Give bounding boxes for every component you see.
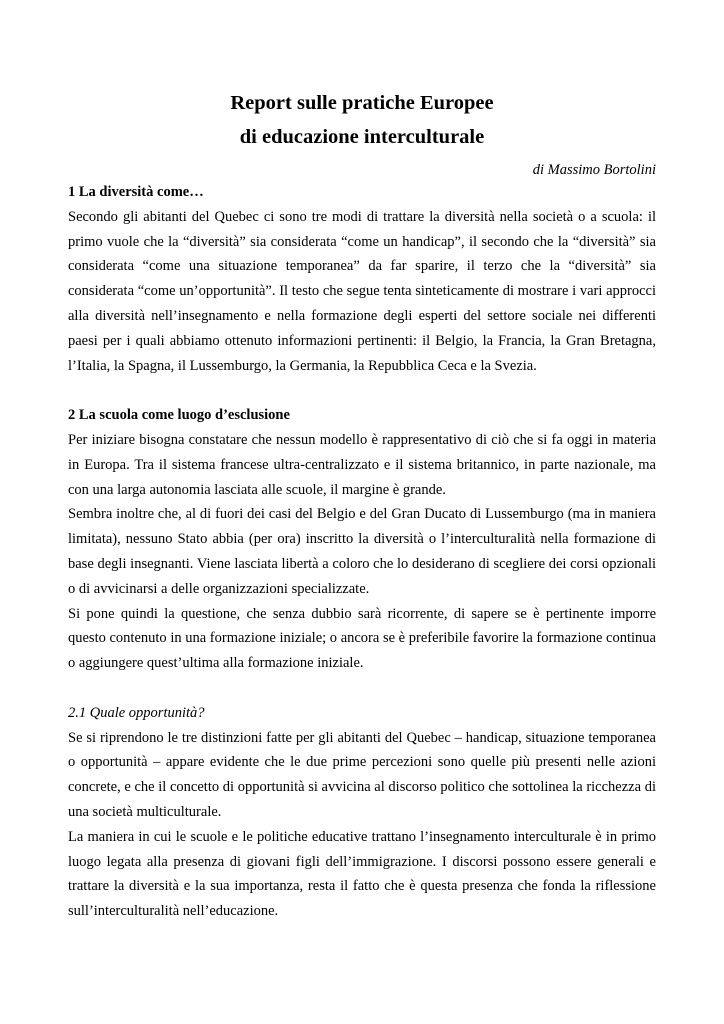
section-1-heading: 1 La diversità come… (68, 184, 204, 200)
document-author: di Massimo Bortolini (532, 162, 656, 178)
section-2-1-heading: 2.1 Quale opportunità? (68, 704, 205, 721)
document-page (68, 86, 656, 924)
document-title-line-2: di educazione interculturale (239, 126, 485, 148)
section-2-heading: 2 La scuola come luogo d’esclusione (68, 407, 290, 424)
section-spacer (68, 378, 656, 403)
section-2-paragraph: Per iniziare bisogna constatare che nessun modello è rappresentativo di ciò che si fa oggi in materia in Europa. Tra il sistema francese ultra-centralizzato e il sistema britannico, in parte nazionale, ma con una larga autonomia lasciata alle scuole, il margine è grande. (68, 431, 656, 498)
document-title-line-1: Report sulle pratiche Europee (230, 92, 494, 114)
section-1-paragraph: Secondo gli abitanti del Quebec ci sono tre modi di trattare la diversità nella società o a scuola: il primo vuole che la “diversità” sia considerata “come un handicap”, il secondo che la “diversità” sia considerata “come una situazione temporanea” da far sparire, il terzo che la “diversità” sia considerata “come un’opportunità”. Il testo che segue tenta sinteticamente di mostrare i vari approcci alla diversità nell’insegnamento e nella formazione degli esperti del settore sociale nei differenti paesi per i quali abbiamo ottenuto informazioni pertinenti: il Belgio, la Francia, la Gran Bretagna, l’Italia, la Spagna, il Lussemburgo, la Germania, la Repubblica Ceca e la Svezia. (68, 208, 656, 374)
section-2-1-paragraph: Se si riprendono le tre distinzioni fatte per gli abitanti del Quebec – handicap, situazione temporanea o opportunità – appare evidente che le due prime percezioni sono quelle più presenti nelle azioni concrete, e che il concetto di opportunità si avvicina al discorso politico che sottolinea la ricchezza di una società multiculturale. (68, 729, 656, 820)
section-spacer (68, 676, 656, 701)
section-2-paragraph: Si pone quindi la questione, che senza dubbio sarà ricorrente, di sapere se è pertinente imporre questo contenuto in una formazione iniziale; o ancora se è preferibile favorire la formazione continua o aggiungere quest’ultima alla formazione iniziale. (68, 605, 656, 672)
section-2-1-paragraph: La maniera in cui le scuole e le politiche educative trattano l’insegnamento interculturale è in primo luogo legata alla presenza di giovani figli dell’immigrazione. I discorsi possono essere generali e trattare la diversità e la sua importanza, resta il fatto che è questa presenza che fonda la riflessione sull’interculturalità nell’educazione. (68, 828, 656, 920)
section-2-paragraph: Sembra inoltre che, al di fuori dei casi del Belgio e del Gran Ducato di Lussemburgo (ma in maniera limitata), nessuno Stato abbia (per ora) inscritto la diversità o l’interculturalità nella formazione di base degli insegnanti. Viene lasciata libertà a coloro che lo desiderano di scegliere dei corsi opzionali o di avvicinarsi a delle organizzazioni specializzate. (68, 506, 656, 597)
